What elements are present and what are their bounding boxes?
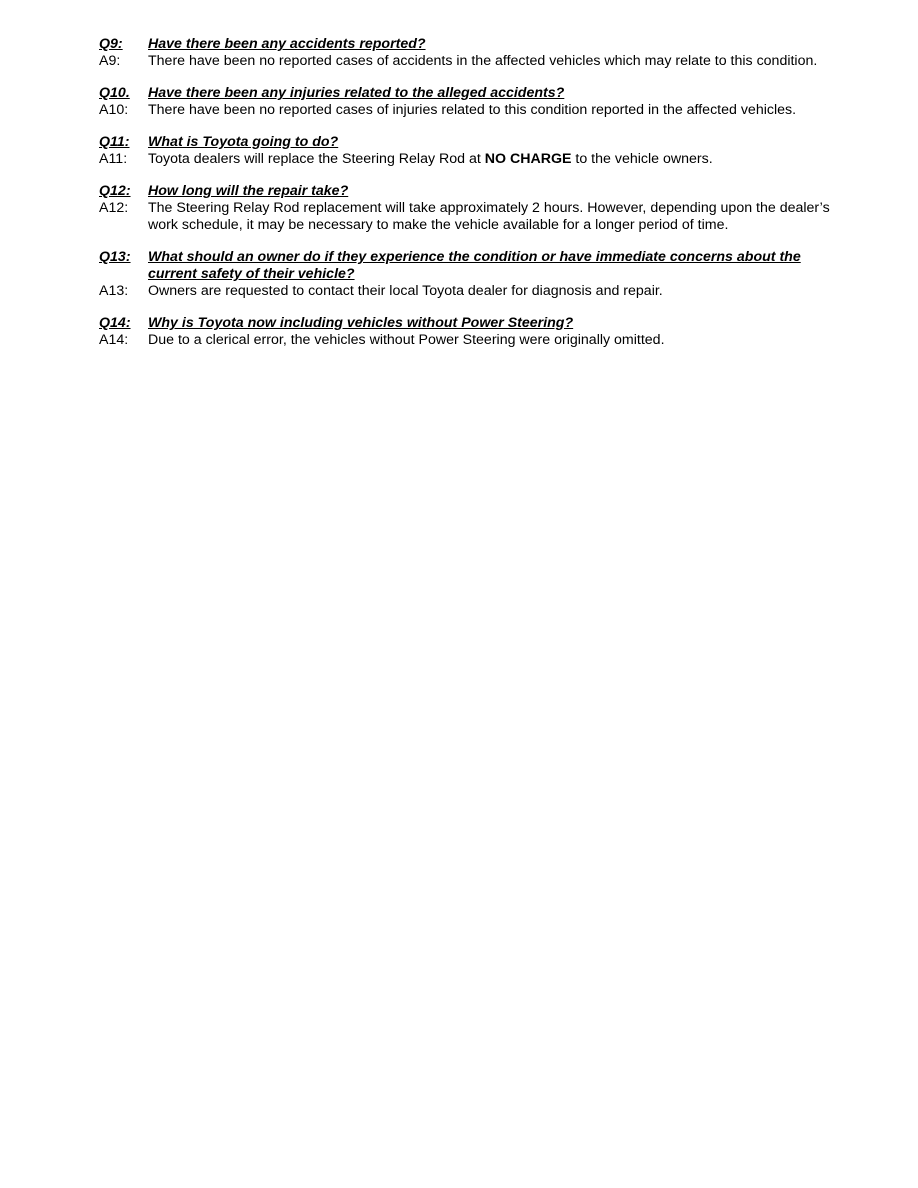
answer-text [148,151,839,168]
answer-text: The Steering Relay Rod replacement will take approximately 2 hours. However, depending upon the dealer’s work schedule, it may be necessary to make the vehicle available for a longer period of time. [148,200,830,233]
question-label: Q12: [99,183,131,199]
answer-row [99,53,839,70]
qa-item-11 [99,134,839,168]
faq-document [99,36,839,364]
question-text: What should an owner do if they experience the condition or have immediate concerns about the current safety of their vehicle? [148,249,801,282]
question-text: Have there been any injuries related to the alleged accidents? [148,85,565,101]
question-text: How long will the repair take? [148,183,349,199]
qa-item-10 [99,85,839,119]
answer-label: A9: [99,53,121,69]
answer-row [99,283,839,300]
question-label: Q13: [99,249,131,265]
answer-row [99,151,839,168]
answer-text: Owners are requested to contact their local Toyota dealer for diagnosis and repair. [148,283,663,299]
qa-item-12 [99,183,839,234]
question-label: Q9: [99,36,123,52]
question-text: Why is Toyota now including vehicles without Power Steering? [148,315,574,331]
answer-label: A12: [99,200,129,216]
qa-item-9 [99,36,839,70]
question-label: Q11: [99,134,130,150]
qa-item-13 [99,249,839,300]
answer-label: A10: [99,102,129,118]
question-row [99,36,839,53]
question-row [99,85,839,102]
answer-row [99,332,839,349]
answer-text: There have been no reported cases of injuries related to this condition reported in the affected vehicles. [148,102,797,118]
question-text: What is Toyota going to do? [148,134,339,150]
answer-row [99,200,839,234]
answer-text-after: to the vehicle owners. [571,151,713,167]
question-row [99,249,839,283]
answer-row [99,102,839,119]
question-row [99,315,839,332]
question-label: Q14: [99,315,131,331]
question-row [99,134,839,151]
no-charge-emphasis: NO CHARGE [484,151,572,167]
qa-item-14 [99,315,839,349]
answer-text: There have been no reported cases of accidents in the affected vehicles which may relate to this condition. [148,53,818,69]
question-text: Have there been any accidents reported? [148,36,426,52]
answer-label: A11: [99,151,128,167]
answer-label: A14: [99,332,129,348]
answer-label: A13: [99,283,129,299]
answer-text-before: Toyota dealers will replace the Steering Relay Rod at [148,151,485,167]
question-row [99,183,839,200]
question-label: Q10. [99,85,130,101]
answer-text: Due to a clerical error, the vehicles without Power Steering were originally omitted. [148,332,665,348]
